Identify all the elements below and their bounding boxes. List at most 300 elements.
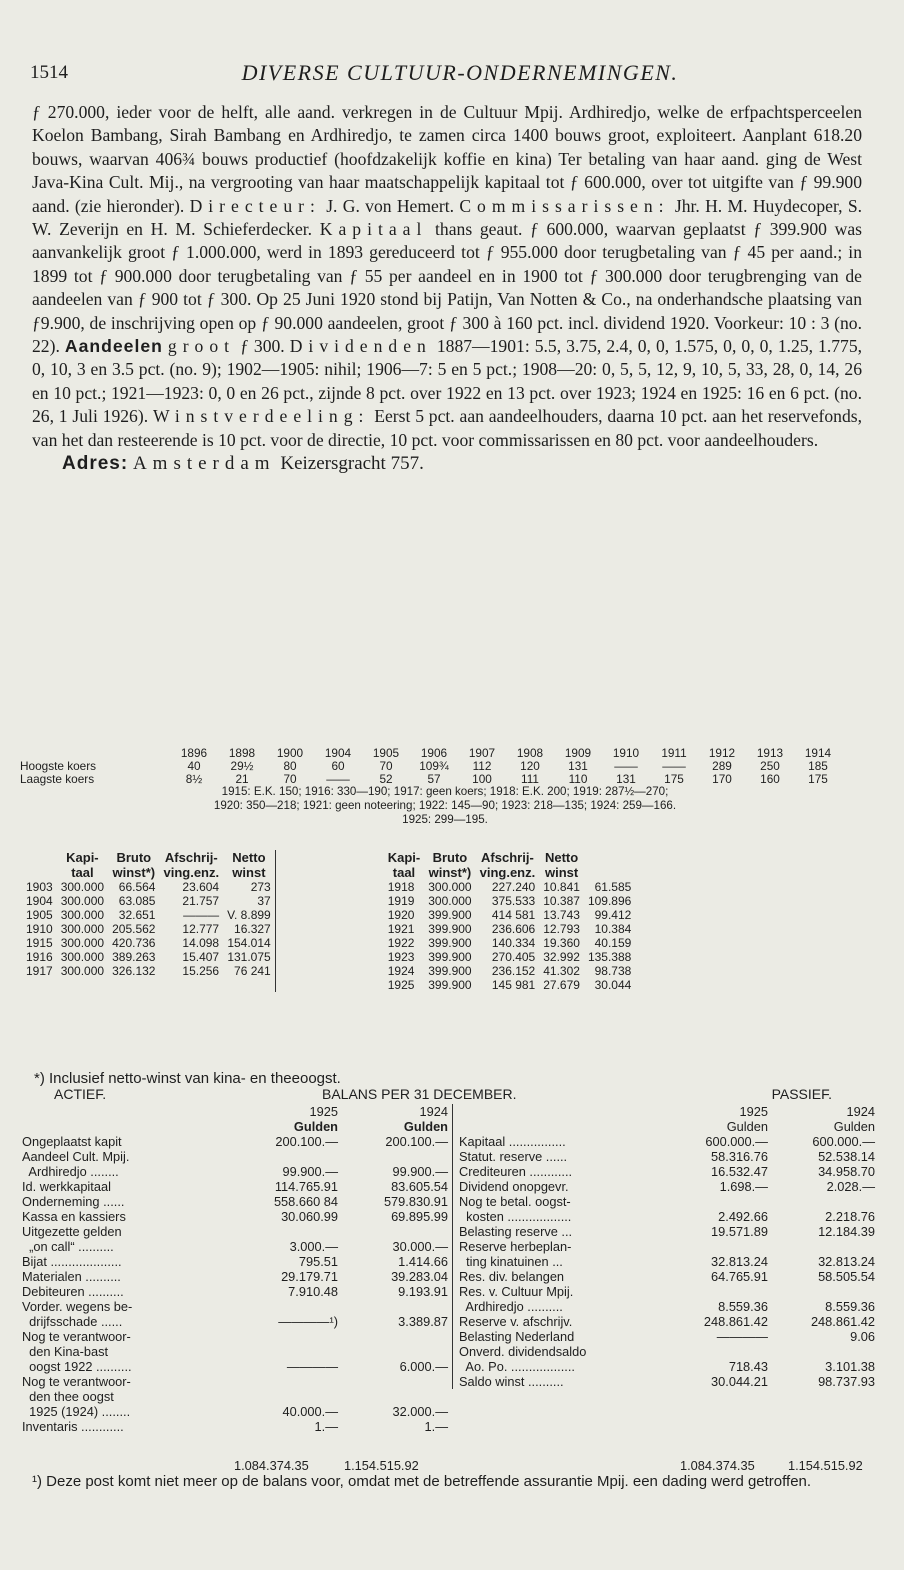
balance-item: Reserve herbeplan- [459,1239,572,1254]
left-cell: 1904 [26,894,53,908]
balance-value [230,1299,340,1314]
total-left-1925: 1.084.374.35 [234,1458,309,1473]
left-cell [223,978,275,992]
quote-low: 170 [712,772,732,786]
balance-item: Aandeel Cult. Mpij. [22,1149,130,1164]
right-cell: 10.387 [543,894,580,908]
balance-value [230,1149,340,1164]
balance-item: Inventaris ............ [22,1419,124,1434]
balance-value: 58.505.54 [818,1269,875,1284]
winstverdeeling-value: Eerst 5 pct. aan aandeelhouders, daarna 10 pct. aan het reservefonds, van het dan resteerende is 10 pct. voor de directie, 10 pct. voor commissarissen en 80 pct. voor aandeelhouders. [32,406,863,450]
balance-value: 32.813.24 [711,1254,768,1269]
balance-item: Kassa en kassiers [22,1209,126,1224]
quote-high: 40 [187,759,201,773]
balance-passief [452,1104,877,1389]
quote-low: 111 [521,772,539,786]
passief-years: 1925 1924 [739,1104,875,1119]
left-cell: 300.000 [60,936,105,950]
balance-value: 99.900.— [392,1164,448,1179]
right-cell: 10.841 [543,880,580,894]
quote-year: 1907 [468,746,496,760]
balance-item: Onderneming ...... [22,1194,125,1209]
balance-value [340,1329,450,1344]
page-header [30,60,890,90]
balance-value: 32.000.— [392,1404,448,1419]
low-label: Laagste koers [20,772,95,786]
balance-value: 200.100.— [385,1134,448,1149]
balance-value: 32.813.24 [818,1254,875,1269]
right-cell: 40.159 [594,936,632,950]
balance-value: 3.389.87 [398,1314,448,1329]
table-row [457,1299,877,1314]
quote-high: —— [614,759,638,773]
quote-high: 131 [568,759,588,773]
aandeelen-value: ƒ 300. [240,336,285,357]
balance-value: 52.538.14 [818,1149,875,1164]
balance-value: 600.000.— [705,1134,768,1149]
left-cell: 32.651 [118,908,156,922]
right-cell: 32.992 [543,950,580,964]
left-cell: 1910 [26,922,53,936]
winstverdeeling-label: Winstverdeeling: [152,406,370,427]
balance-value [230,1374,340,1389]
balance-value: 40.000.— [282,1404,338,1419]
quote-high: 80 [283,759,297,773]
high-label: Hoogste koers [20,759,97,773]
balance-value: 1.— [314,1419,338,1434]
balance-item: Ardhiredjo ........ [22,1164,119,1179]
quote-year: 1911 [661,746,687,760]
total-left-1924: 1.154.515.92 [344,1458,419,1473]
quote-low: 100 [472,772,492,786]
balance-value: 3.101.38 [825,1359,875,1374]
balance-value: ———— [286,1359,338,1374]
right-cell: 1918 [387,880,415,894]
right-cell: 27.679 [543,978,580,992]
balance-value: 30.044.21 [711,1374,768,1389]
quote-low: —— [326,772,350,786]
left-cell: 300.000 [60,950,105,964]
quote-low: 70 [283,772,297,786]
quote-year: 1913 [756,746,784,760]
table-row [20,1299,450,1314]
balance-value: 2.028.— [826,1179,875,1194]
balance-item: den Kina-bast [22,1344,109,1359]
right-cell: 300.000 [428,894,472,908]
balance-item: den thee oogst [22,1389,114,1404]
right-cell: 12.793 [543,922,580,936]
table-row [20,1374,450,1389]
balance-value [340,1224,450,1239]
page-number: 1514 [30,62,68,83]
quote-high: 29½ [230,759,254,773]
balance-title [22,1086,872,1106]
balance-value: 248.861.42 [703,1314,768,1329]
quote-year: 1904 [324,746,352,760]
left-cell: 131.075 [227,950,271,964]
dividenden-value: 1887—1901: 5.5, 3.75, 2.4, 0, 0, 1.575, 0, 0, 0, 1.25, 1.775, 0, 10, 3 en 3.5 pct. (no. 9); 1902—1905: nihil; 1906—7: 5 en 5 pct.; 1908—20: 0, 5, 5, 12, 9, 10, 5, 33, 28, 0, 14, 26 en 10 pct.; 1921—1923: 0, 0 en 26 pct., zijnde 8 pct. over 1922 en 13 pct. over 1923; 1924 en 1925: 16 en 6 pct. (no. 26, 1 Juli 1926). [32,336,863,427]
left-cell: 23.604 [182,880,220,894]
balance-value: ———— [716,1329,768,1344]
balance-value: 114.765.91 [274,1179,338,1194]
quote-year: 1905 [372,746,400,760]
quote-low: 57 [427,772,441,786]
right-cell: 399.900 [428,978,472,992]
balance-value [659,1194,770,1209]
balance-heading: BALANS PER 31 DECEMBER. [322,1086,517,1102]
left-cell: 420.736 [112,936,156,950]
table-row [457,1209,877,1224]
left-cell: 12.777 [182,922,220,936]
passief-title: PASSIEF. [771,1086,832,1102]
right-cell: 1924 [387,964,415,978]
left-cell: 66.564 [118,880,156,894]
table-row [20,1329,450,1344]
balance-value [230,1389,340,1404]
table-row [22,936,635,950]
balance-value: 6.000.— [399,1359,448,1374]
balance-item: Belasting Nederland [459,1329,575,1344]
intro-text: ƒ 270.000, ieder voor de helft, alle aand. verkregen in de Cultuur Mpij. Ardhiredjo, welke de erfpachtsperceelen Koelon Bambang, Sirah Bambang en Ardhiredjo, te zamen circa 1400 bouws groot, exploiteert. Aanplant 618.20 bouws, waarvan 406¾ bouws productief (hoofdzakelijk koffie en kina) Ter betaling van haar aand. ging de West Java-Kina Cult. Mij., na vergrooting van haar maatschappelijk kapitaal tot ƒ 600.000, over tot uitgifte van ƒ 99.900 aand. (zie hieronder). [32,102,862,216]
left-cell [108,978,159,992]
balance-value [230,1329,340,1344]
balance-item: ting kinatuinen ... [459,1254,563,1269]
directeur-value: J. G. von Hemert. [326,195,454,216]
left-cell: 326.132 [112,964,156,978]
quote-high: 185 [808,759,828,773]
balance-value [340,1149,450,1164]
balance-item: Vorder. wegens be- [22,1299,133,1314]
balance-value [230,1224,340,1239]
balance-item: Nog te betal. oogst- [459,1194,571,1209]
quote-high: 112 [472,759,492,773]
balance-totals [20,1458,880,1474]
table-row [457,1359,877,1374]
left-cell: 389.263 [112,950,156,964]
table-row [457,1239,877,1254]
left-cell: 300.000 [60,880,105,894]
quote-low: 110 [568,772,588,786]
quotes-low-row [20,772,870,785]
left-cell: 154.014 [227,936,271,950]
right-cell: 140.334 [491,936,536,950]
left-cell: 1905 [26,908,53,922]
balance-value: 30.060.99 [281,1209,338,1224]
right-cell: 19.360 [543,936,580,950]
balance-value [659,1344,770,1359]
left-cell: 300.000 [60,922,105,936]
share-quotes [20,746,870,827]
quotes-line-3: 1925: 299—195. [402,813,488,826]
balance-value: 29.179.71 [281,1269,338,1284]
balance-item: Ongeplaatst kapit [22,1134,122,1149]
aandeelen-label: Aandeelen [64,336,163,357]
quote-year: 1914 [804,746,832,760]
table-row [457,1329,877,1344]
balance-value: 12.184.39 [818,1224,875,1239]
col-netto: Netto [232,850,266,865]
balance-value: 558.660 84 [273,1194,338,1209]
balance-value [340,1299,450,1314]
results-subheader: taal winst*) ving.enz. winst taal winst*) ving.enz. winst [71,865,579,880]
kapitaal-value: thans geaut. ƒ 600.000, waarvan geplaatst ƒ 399.900 was aanvankelijk groot ƒ 1.000.000, werd in 1893 gereduceerd tot ƒ 955.000 door terugbetaling van ƒ 45 per aand.; in 1899 tot ƒ 900.000 door terugbetaling van ƒ 55 per aandeel en in 1900 tot ƒ 300.000 door terugbrenging van de aandeelen van ƒ 900 tot ƒ 300. Op 25 Juni 1920 stond bij Patijn, Van Notten & Co., na onderhandsche plaatsing van ƒ9.900, de inschrijving open op ƒ 90.000 aandeelen, groot ƒ 300 à 160 pct. incl. dividend 1920. Voorkeur: 10 : 3 (no. 22). [32,219,862,357]
table-row [20,1134,450,1149]
right-cell: 1922 [387,936,415,950]
table-row [22,950,635,964]
quote-high: 120 [520,759,540,773]
total-right-1925: 1.084.374.35 [680,1458,755,1473]
balance-value: 200.100.— [275,1134,338,1149]
balance-value: 83.605.54 [391,1179,448,1194]
balance-item: Res. v. Cultuur Mpij. [459,1284,574,1299]
table-row [457,1164,877,1179]
col-netto-2: Netto [544,850,579,865]
quote-high: —— [662,759,686,773]
left-cell [57,978,108,992]
balance-item: Crediteuren ............ [459,1164,573,1179]
right-cell: 399.900 [428,908,472,922]
actief-years: 1925 1924 [309,1104,448,1119]
table-row [20,1164,450,1179]
balance-item: Nog te verantwoor- [22,1374,131,1389]
table-row [22,880,635,894]
balance-item: Uitgezette gelden [22,1224,122,1239]
aandeelen-groot: groot [167,336,236,357]
balance-value [659,1284,770,1299]
company-description [32,101,862,476]
quote-year: 1906 [420,746,448,760]
left-cell: 15.256 [182,964,220,978]
results-footnote: *) Inclusief netto-winst van kina- en theeoogst. [34,1070,341,1087]
left-cell: 76 241 [234,964,271,978]
left-cell: 15.407 [182,950,220,964]
balance-item: drijfsschade ...... [22,1314,123,1329]
balance-value: 1.— [424,1419,448,1434]
balance-item: Saldo winst .......... [459,1374,564,1389]
balance-value: 98.737.93 [818,1374,875,1389]
right-cell: 1920 [387,908,415,922]
quotes-line-1: 1915: E.K. 150; 1916: 330—190; 1917: geen koers; 1918: E.K. 200; 1919: 287½—270; [221,785,669,798]
table-row [22,978,635,992]
dividenden-label: Dividenden [289,336,432,357]
right-cell: 236.606 [491,922,536,936]
balance-item: Belasting reserve ... [459,1224,573,1239]
right-cell: 1921 [387,922,415,936]
right-cell: 399.900 [428,950,472,964]
balance-item: Ardhiredjo .......... [459,1299,563,1314]
quotes-years-row [20,746,870,759]
table-row [457,1224,877,1239]
balance-value: 9.06 [850,1329,875,1344]
balance-footnote: ¹) Deze post komt niet meer op de balans voor, omdat met de betreffende assurantie Mpij. een dading werd getroffen. [32,1473,812,1490]
table-row [20,1389,450,1404]
table-row [20,1314,450,1329]
balance-item: Ao. Po. .................. [459,1359,575,1374]
right-cell: 300.000 [428,880,472,894]
quote-year: 1900 [276,746,304,760]
right-cell: 399.900 [428,922,472,936]
balance-item: Nog te verantwoor- [22,1329,131,1344]
passief-currency: Gulden Gulden [726,1119,875,1134]
balance-value [340,1374,450,1389]
col-kapitaal: Kapi- [66,850,99,865]
table-row [20,1344,450,1359]
left-cell: 300.000 [60,894,105,908]
balance-item: Id. werkkapitaal [22,1179,111,1194]
balance-value: 9.193.91 [398,1284,448,1299]
running-title: DIVERSE CULTUUR-ONDERNEMINGEN. [241,60,679,85]
balance-item: kosten .................. [459,1209,572,1224]
balance-value: ————¹) [278,1314,338,1329]
quotes-line-2: 1920: 350—218; 1921: geen noteering; 1922: 145—90; 1923: 218—135; 1924: 259—166. [213,799,677,812]
address-line [32,452,862,475]
right-cell: 61.585 [594,880,632,894]
balance-value: 64.765.91 [711,1269,768,1284]
quote-low: 160 [760,772,780,786]
left-cell: 300.000 [60,964,105,978]
quote-low: 21 [235,772,249,786]
balance-value: 8.559.36 [825,1299,875,1314]
results-table [22,850,872,992]
actief-currency: Gulden Gulden [293,1119,448,1134]
balance-item: 1925 (1924) ........ [22,1404,131,1419]
quote-high: 60 [331,759,345,773]
quote-high: 250 [760,759,780,773]
quote-high: 289 [712,759,732,773]
commissarissen-value: Jhr. H. M. Huydecoper, S. W. Zeverijn en H. M. Schieferdecker. [32,195,862,240]
table-row [20,1269,450,1284]
balance-item: oogst 1922 .......... [22,1359,132,1374]
right-cell: 414 581 [491,908,536,922]
table-row [457,1149,877,1164]
table-row [20,1419,450,1434]
balance-value: 718.43 [728,1359,768,1374]
quote-year: 1908 [516,746,544,760]
table-row [22,908,635,922]
left-cell: 16.327 [234,922,271,936]
quote-low: 175 [664,772,684,786]
left-cell: 63.085 [118,894,156,908]
right-cell: 98.738 [594,964,632,978]
left-cell: 273 [250,880,271,894]
quote-high: 109¾ [419,759,449,773]
left-cell: 300.000 [60,908,105,922]
balance-value [230,1344,340,1359]
right-cell: 145 981 [491,978,536,992]
balance-item: Res. div. belangen [459,1269,565,1284]
balance-item: Statut. reserve ...... [459,1149,568,1164]
balance-value: 2.492.66 [718,1209,768,1224]
table-row [20,1404,450,1419]
balance-value: 19.571.89 [711,1224,768,1239]
table-row [20,1239,450,1254]
left-cell: V. 8.899 [227,908,271,922]
quote-low: 175 [808,772,828,786]
balance-value: 39.283.04 [391,1269,448,1284]
balance-item: Kapitaal ................ [459,1134,566,1149]
balance-value: 8.559.36 [718,1299,768,1314]
table-row [457,1269,877,1284]
left-cell: 1917 [26,964,53,978]
table-row [20,1284,450,1299]
left-cell: 1903 [26,880,53,894]
left-cell: 1916 [26,950,53,964]
table-row [20,1209,450,1224]
balance-value: 795.51 [298,1254,338,1269]
table-row [457,1134,877,1149]
right-cell: 41.302 [543,964,580,978]
left-cell: ——— [183,908,220,922]
col-kapitaal-2: Kapi- [387,850,421,865]
actief-title: ACTIEF. [54,1086,107,1102]
right-cell: 109.896 [587,894,632,908]
balance-value [340,1389,450,1404]
table-row [20,1224,450,1239]
balance-value: 16.532.47 [711,1164,768,1179]
left-cell: 37 [257,894,271,908]
right-cell: 236.152 [491,964,536,978]
quote-low: 131 [616,772,636,786]
table-row [457,1254,877,1269]
table-row [22,894,635,908]
table-row [457,1179,877,1194]
balance-value: 30.000.— [392,1239,448,1254]
left-cell: 21.757 [182,894,220,908]
right-cell: 13.743 [543,908,580,922]
adres-city: Amsterdam [132,453,276,475]
right-cell: 1923 [387,950,415,964]
quote-year: 1910 [612,746,640,760]
balance-value: 1.698.— [719,1179,768,1194]
balance-value [770,1344,877,1359]
left-cell: 14.098 [182,936,220,950]
balance-value [659,1239,770,1254]
quote-year: 1896 [180,746,208,760]
table-row [457,1284,877,1299]
balance-item: Bijat .................... [22,1254,122,1269]
right-cell: 99.412 [594,908,632,922]
right-cell: 135.388 [587,950,632,964]
adres-street: Keizersgracht 757. [280,453,424,475]
col-afschrijving-2: Afschrij- [481,850,534,865]
balance-value: 579.830.91 [383,1194,448,1209]
balance-item: Onverd. dividendsaldo [459,1344,587,1359]
table-row [457,1344,877,1359]
table-row [457,1194,877,1209]
balance-value: 99.900.— [282,1164,338,1179]
balance-value [770,1284,877,1299]
results-header [22,850,635,865]
balance-item: Dividend onopgevr. [459,1179,569,1194]
balance-item: Debiteuren .......... [22,1284,124,1299]
table-row [20,1179,450,1194]
right-cell: 10.384 [594,922,632,936]
commissarissen-label: Commissarissen: [459,195,670,216]
col-bruto-2: Bruto [432,850,468,865]
balance-value: 2.218.76 [825,1209,875,1224]
table-row [20,1359,450,1374]
table-row [457,1374,877,1389]
quote-year: 1912 [708,746,736,760]
right-cell: 375.533 [491,894,536,908]
col-bruto: Bruto [116,850,152,865]
left-cell [159,978,223,992]
balance-value: 58.316.76 [711,1149,768,1164]
right-cell: 270.405 [491,950,536,964]
balance-item: Materialen .......... [22,1269,121,1284]
total-right-1924: 1.154.515.92 [788,1458,863,1473]
table-row [20,1194,450,1209]
